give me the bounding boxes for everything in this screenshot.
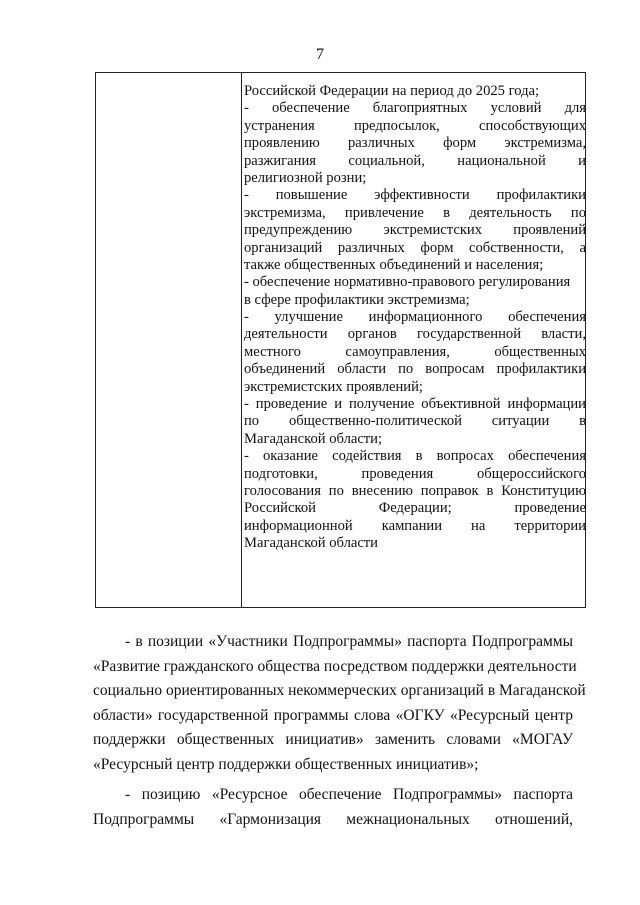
table-line: подготовки, проведения общероссийского [244, 465, 586, 482]
table-line: информационной кампании на территории [244, 517, 586, 534]
paragraph-line: - позицию «Ресурсное обеспечение Подпрограммы» паспорта [125, 786, 573, 803]
table-line: Российской Федерации на период до 2025 года; [244, 83, 540, 99]
table-line: объединений области по вопросам профилактики [244, 361, 586, 378]
table-line: - улучшение информационного обеспечения [244, 309, 586, 326]
paragraph-line: - в позиции «Участники Подпрограммы» паспорта Подпрограммы [125, 633, 573, 650]
table-line: проявлению различных форм экстремизма, [244, 135, 586, 152]
table-line: по общественно-политической ситуации в [244, 413, 586, 430]
table-line: в сфере профилактики экстремизма; [244, 291, 470, 308]
table-line: организаций различных форм собственности, а [244, 239, 586, 256]
table-line: устранения предпосылок, способствующих [244, 117, 586, 134]
table-right-cell [244, 83, 586, 553]
paragraph-line: Подпрограммы «Гармонизация межнациональных отношений, [93, 810, 573, 828]
table-column-divider [241, 73, 242, 607]
table-line: Российской Федерации; проведение [244, 500, 586, 517]
table-line: голосования по внесению поправок в Конституцию [244, 482, 586, 499]
table-line: экстремистских проявлений; [244, 378, 423, 395]
table-line: - оказание содействия в вопросах обеспечения [244, 448, 586, 465]
table-line: - проведение и получение объективной информации [244, 396, 586, 413]
paragraph-line: поддержки общественных инициатив» заменить словами «МОГАУ [93, 731, 573, 748]
paragraph-line: области» государственной программы слова «ОГКУ «Ресурсный центр [93, 706, 573, 724]
table-line: экстремизма, привлечение в деятельность по [244, 204, 586, 221]
table-line: - обеспечение благоприятных условий для [244, 100, 586, 117]
table-line: местного самоуправления, общественных [244, 343, 586, 360]
paragraph-line: социально ориентированных некоммерческих организаций в Магаданской [93, 682, 586, 699]
table-line: - обеспечение нормативно-правового регулирования [244, 274, 571, 291]
page-number: 7 [316, 46, 324, 63]
table-line: предупреждению экстремистских проявлений [244, 222, 586, 239]
paragraph-line: «Развитие гражданского общества посредством поддержки деятельности [93, 657, 577, 675]
table-line: религиозной розни; [244, 169, 367, 186]
table-line: Магаданской области [244, 535, 378, 552]
table-line: Магаданской области; [244, 430, 383, 447]
paragraph-line: «Ресурсный центр поддержки общественных инициатив»; [93, 755, 479, 773]
table-line: также общественных объединений и населения; [244, 256, 544, 273]
table-line: деятельности органов государственной власти, [244, 326, 586, 343]
table-line: разжигания социальной, национальной и [244, 152, 586, 169]
body-text [93, 630, 586, 832]
table-line: - повышение эффективности профилактики [244, 187, 586, 204]
document-table [95, 72, 586, 608]
